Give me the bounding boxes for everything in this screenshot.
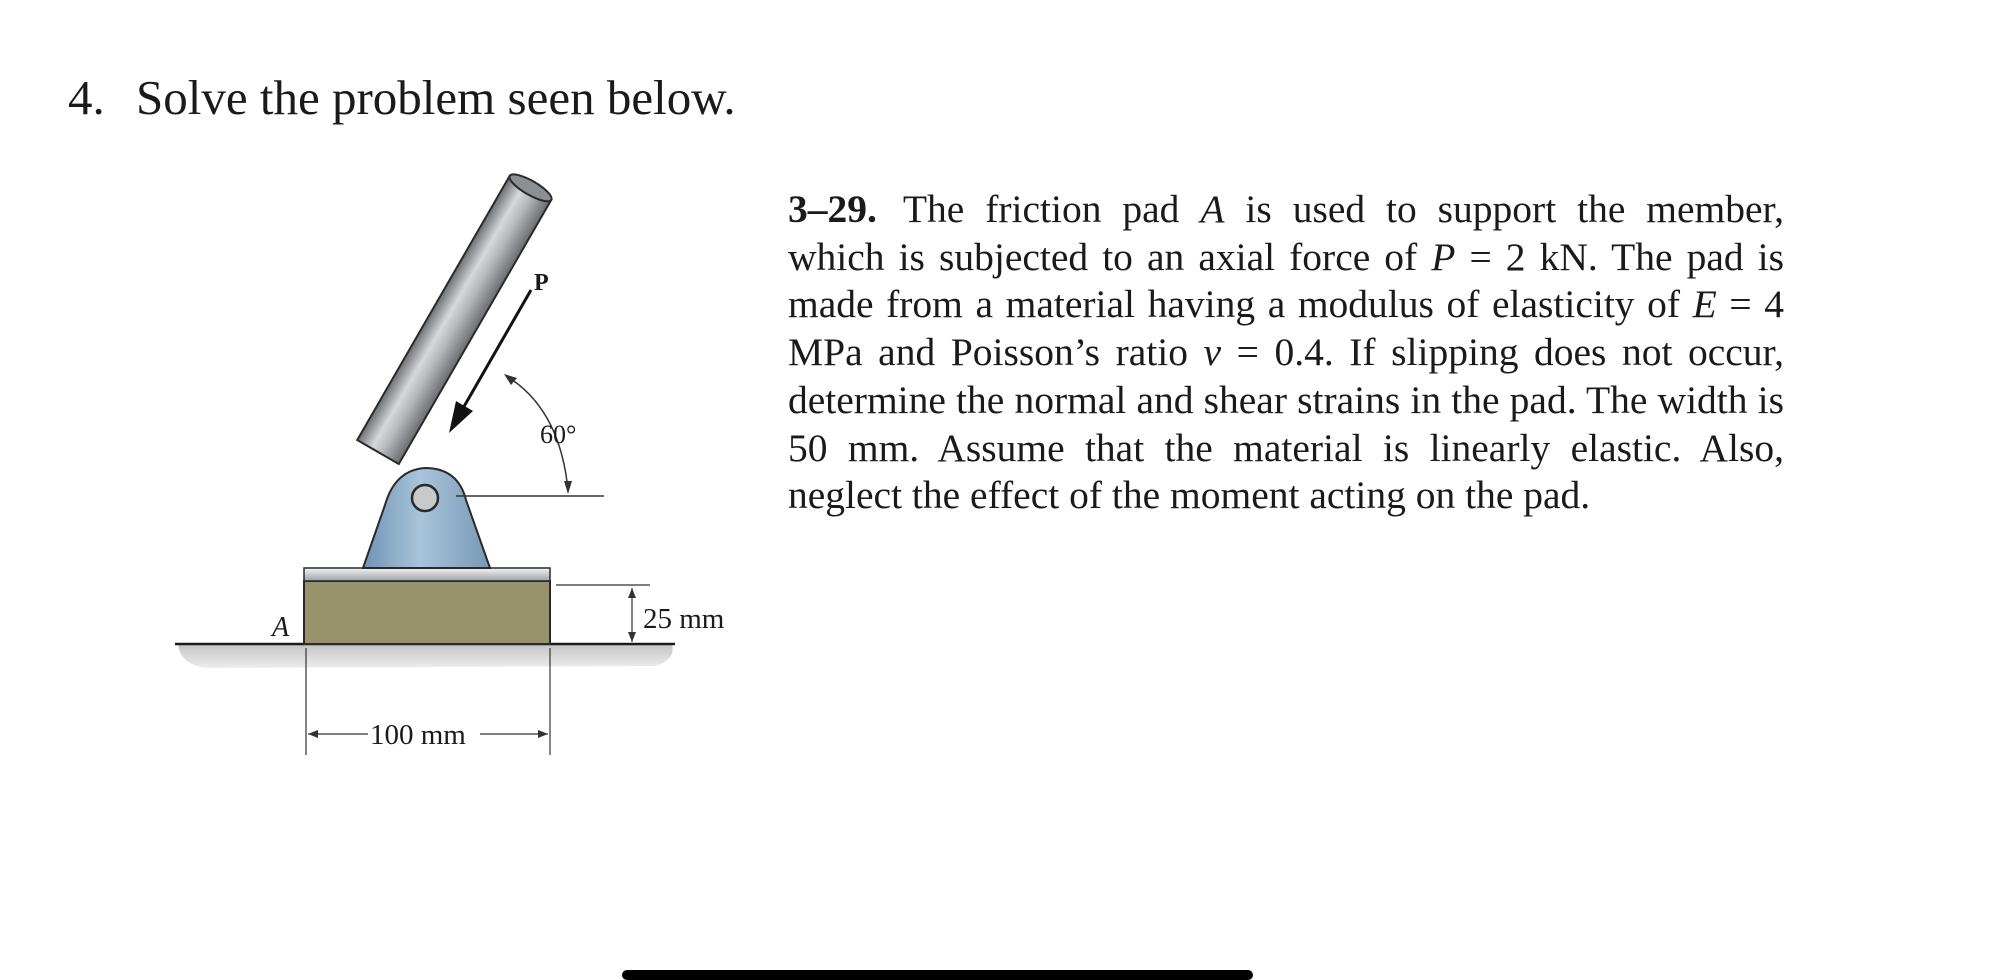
force-label: P <box>534 270 549 296</box>
height-label: 25 mm <box>643 603 725 635</box>
question-number: 4. <box>68 70 105 125</box>
width-label: 100 mm <box>370 719 466 751</box>
angle-label: 60° <box>540 420 577 449</box>
pad-label: A <box>272 612 290 643</box>
var-e: E <box>1692 282 1717 327</box>
var-p: P <box>1431 234 1456 279</box>
problem-text-2: is used to support the member, which is subjected to an axial force of <box>788 187 1784 279</box>
bracket <box>363 468 490 568</box>
problem-text-5: = 0.4. If slipping does not occur, determine the normal and shear strains in the pad. The width is 50 mm. Assume that the material is linearly elastic. Also, neglect the effect of the moment acting on the pad. <box>788 330 1784 518</box>
top-plate <box>304 568 550 581</box>
height-dimension <box>556 585 650 642</box>
ground <box>175 644 675 668</box>
pin <box>412 485 438 511</box>
var-nu: ν <box>1203 330 1222 375</box>
angle-indicator <box>456 374 604 496</box>
question-text: Solve the problem seen below. <box>136 70 736 125</box>
problem-text-1: The friction pad <box>902 187 1201 231</box>
friction-pad <box>304 581 550 644</box>
problem-statement <box>788 186 1784 520</box>
problem-figure <box>0 0 760 780</box>
var-a: A <box>1200 187 1225 231</box>
home-indicator-bar[interactable] <box>622 970 1253 980</box>
problem-text-4: = 4 MPa and Poisson’s ratio <box>788 282 1785 375</box>
problem-number: 3–29. <box>788 187 877 231</box>
problem-text-3: = 2 kN. The pad is made from a material having a modulus of elasticity of <box>788 234 1784 327</box>
